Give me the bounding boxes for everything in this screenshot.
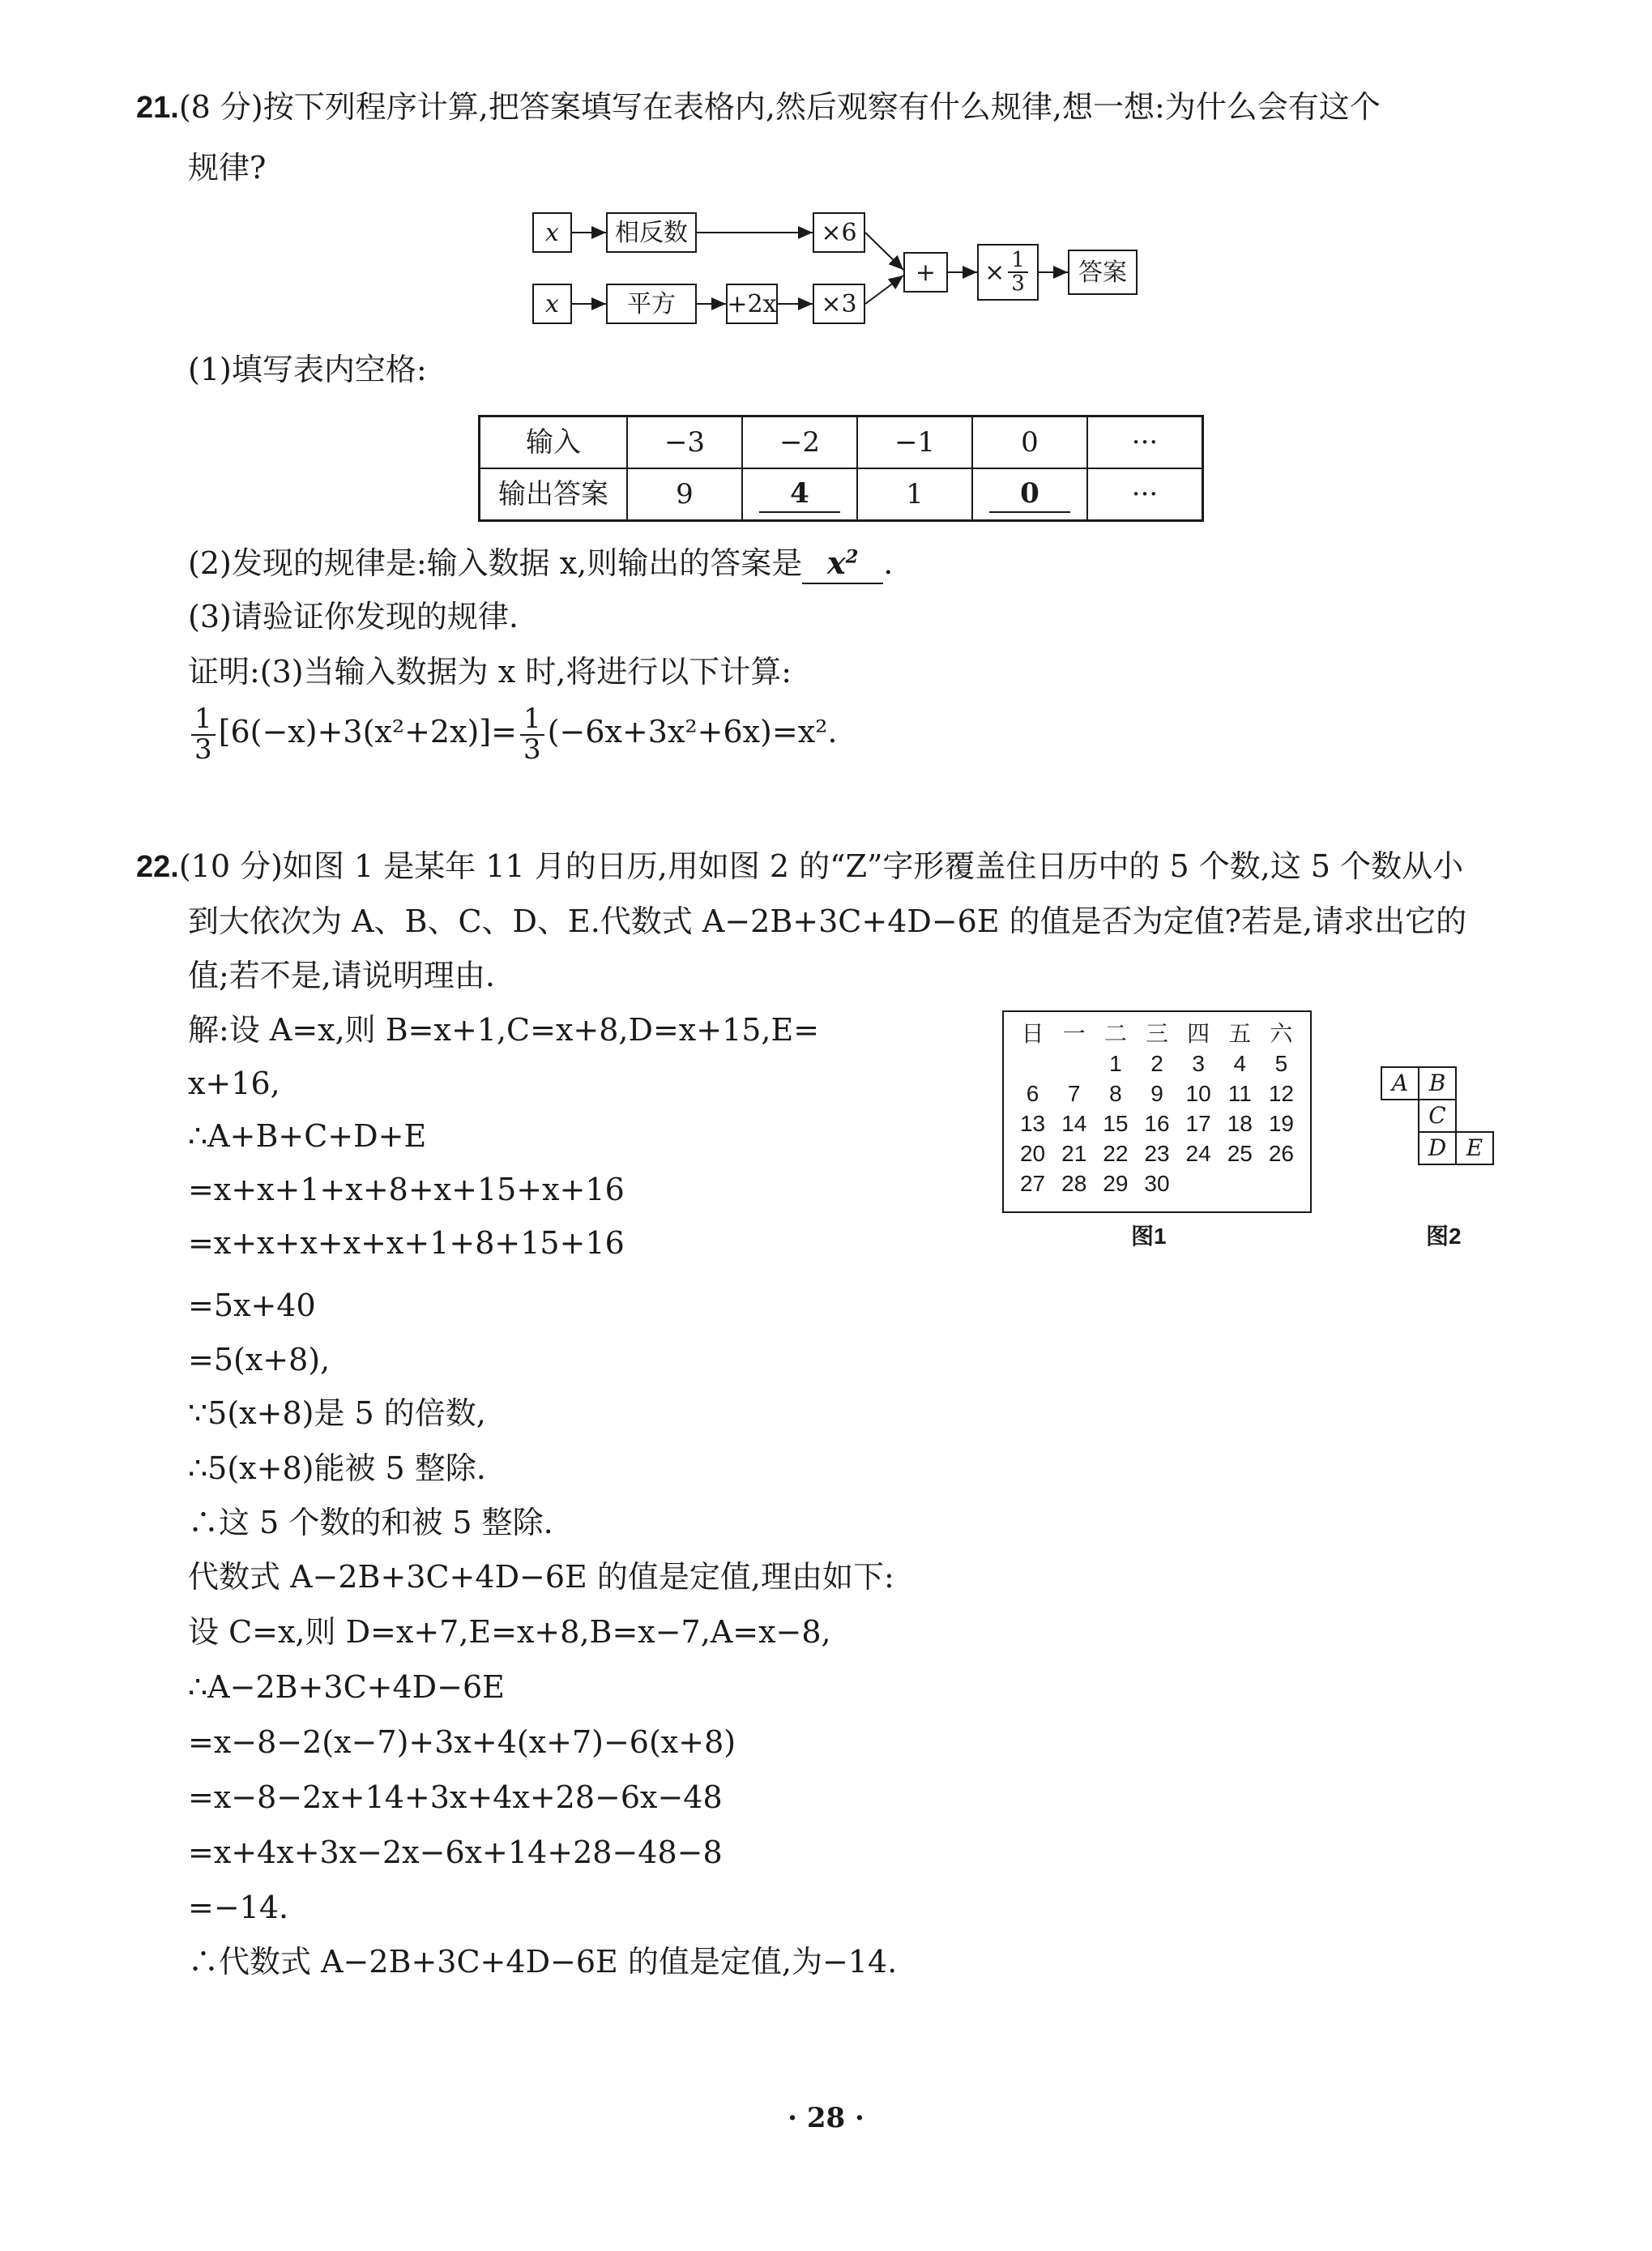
flow-fraction: $\frac{1}{3}$ xyxy=(1008,250,1028,296)
table-cell: −3 xyxy=(627,416,742,469)
flow-input-x-top: x xyxy=(532,212,572,253)
calendar-day: 29 xyxy=(1103,1171,1129,1196)
q22-solution-line: =5x+40 xyxy=(188,1288,316,1323)
table-cell: ··· xyxy=(1087,468,1203,521)
calendar-weekday: 日 xyxy=(1021,1021,1044,1046)
table-cell: ··· xyxy=(1087,416,1203,469)
calendar-day: 23 xyxy=(1144,1141,1170,1166)
q21-part2-answer: $x^2$ xyxy=(802,543,883,584)
calendar-day: 8 xyxy=(1109,1081,1122,1106)
calendar-day: 20 xyxy=(1019,1141,1046,1166)
table-cell: 输入 xyxy=(480,416,628,469)
calendar-weekday: 四 xyxy=(1187,1021,1210,1046)
q22-solution-line: ∵5(x+8)是 5 的倍数, xyxy=(188,1395,486,1431)
figure2-caption: 图2 xyxy=(1426,1224,1462,1249)
table-cell: 9 xyxy=(627,468,742,521)
calendar-day xyxy=(1178,1168,1219,1198)
q22-solution-line: =5(x+8), xyxy=(188,1342,331,1378)
q21-proof-intro: 证明:(3)当输入数据为 x 时,将进行以下计算: xyxy=(188,654,792,690)
calendar-day: 1 xyxy=(1109,1051,1122,1076)
q22-solution-line: =x+x+x+x+x+1+8+15+16 xyxy=(188,1225,625,1261)
calendar-day: 26 xyxy=(1268,1141,1294,1166)
table-cell-answer: 0 xyxy=(972,468,1087,521)
calendar-day: 4 xyxy=(1233,1051,1247,1076)
q21-number: 21. xyxy=(136,91,179,125)
calendar-day: 2 xyxy=(1150,1051,1163,1076)
calendar-weekday: 二 xyxy=(1103,1021,1127,1046)
calendar-weekday: 一 xyxy=(1062,1021,1086,1046)
q22-solution-line: x+16, xyxy=(188,1066,280,1101)
q21-part1: (1)填写表内空格: xyxy=(188,352,427,387)
q22-solution-line: ∴A−2B+3C+4D−6E xyxy=(188,1669,505,1705)
calendar-weekday: 五 xyxy=(1228,1021,1252,1046)
flow-times-6: ×6 xyxy=(813,212,865,253)
calendar-day: 15 xyxy=(1103,1111,1129,1136)
q22-solution-line: =x−8−2(x−7)+3x+4(x+7)−6(x+8) xyxy=(188,1724,736,1760)
calendar-day xyxy=(1219,1168,1261,1198)
flow-plus-2x: +2x xyxy=(726,284,778,324)
flow-plus: + xyxy=(903,252,948,293)
q22-solution-line: 解:设 A=x,则 B=x+1,C=x+8,D=x+15,E= xyxy=(188,1012,820,1048)
calendar-day xyxy=(1261,1168,1302,1198)
calendar-day: 24 xyxy=(1185,1141,1211,1166)
q22-solution-line: ∴代数式 A−2B+3C+4D−6E 的值是定值,为−14. xyxy=(188,1944,898,1980)
flow-times-3: ×3 xyxy=(813,284,865,324)
calendar-day: 30 xyxy=(1144,1171,1170,1196)
calendar-day: 7 xyxy=(1067,1081,1081,1106)
calendar-day: 14 xyxy=(1061,1111,1087,1136)
q21-table xyxy=(478,415,1204,522)
calendar-day: 21 xyxy=(1061,1141,1087,1166)
z-cell-c: C xyxy=(1418,1099,1457,1133)
q22-solution-line: =−14. xyxy=(188,1890,289,1925)
q21-stem-line1: 21.(8 分)按下列程序计算,把答案填写在表格内,然后观察有什么规律,想一想:为什么会有这个 xyxy=(136,89,1381,125)
q22-solution-line: ∴这 5 个数的和被 5 整除. xyxy=(188,1505,553,1540)
table-cell: 0 xyxy=(972,416,1087,469)
flow-answer: 答案 xyxy=(1068,250,1138,295)
calendar-day: 12 xyxy=(1268,1081,1294,1106)
calendar-day xyxy=(1012,1049,1053,1079)
calendar-grid xyxy=(1012,1019,1302,1198)
table-cell: 1 xyxy=(857,468,972,521)
table-cell: 输出答案 xyxy=(480,468,628,521)
calendar-day: 10 xyxy=(1185,1081,1211,1106)
q22-solution-line: 代数式 A−2B+3C+4D−6E 的值是定值,理由如下: xyxy=(188,1559,894,1595)
z-cell-a: A xyxy=(1381,1066,1419,1100)
calendar-weekday: 三 xyxy=(1145,1021,1168,1046)
z-cell-d: D xyxy=(1418,1131,1457,1165)
q22-solution-line: 设 C=x,则 D=x+7,E=x+8,B=x−7,A=x−8, xyxy=(188,1614,831,1650)
q22-solution-line: =x+4x+3x−2x−6x+14+28−48−8 xyxy=(188,1835,723,1870)
calendar-day xyxy=(1053,1049,1095,1079)
table-row xyxy=(480,416,1203,469)
calendar-day: 25 xyxy=(1227,1141,1253,1166)
page-number: · 28 · xyxy=(788,2102,864,2134)
flow-times-one-third: × $\frac{1}{3}$ xyxy=(977,244,1039,301)
z-cell-b: B xyxy=(1418,1066,1457,1100)
calendar-day: 9 xyxy=(1150,1081,1163,1106)
table-cell: −1 xyxy=(857,416,972,469)
calendar-day: 17 xyxy=(1185,1111,1211,1136)
q21-part3: (3)请验证你发现的规律. xyxy=(188,599,519,634)
calendar-day: 28 xyxy=(1061,1171,1087,1196)
calendar-day: 18 xyxy=(1227,1111,1253,1136)
q22-number: 22. xyxy=(136,850,179,884)
calendar-day: 16 xyxy=(1144,1111,1170,1136)
table-cell: −2 xyxy=(742,416,857,469)
q21-part2: (2)发现的规律是:输入数据 x,则输出的答案是 $x^2$ . xyxy=(188,543,893,584)
calendar-day: 22 xyxy=(1103,1141,1129,1166)
calendar-day: 3 xyxy=(1192,1051,1205,1076)
table-cell-answer: 4 xyxy=(742,468,857,521)
q22-stem-line3: 值;若不是,请说明理由. xyxy=(188,958,495,993)
calendar-day: 27 xyxy=(1019,1171,1046,1196)
calendar-day: 19 xyxy=(1268,1111,1294,1136)
calendar-figure xyxy=(1002,1010,1312,1213)
q21-proof-equation: $\frac{1}{3}$ [6(−x)+3(x²+2x)]= $\frac{1}{3}$ (−6x+3x²+6x)=x². xyxy=(188,705,837,764)
calendar-weekday: 六 xyxy=(1270,1021,1293,1046)
flow-opposite-number: 相反数 xyxy=(606,212,697,253)
q21-stem-line2: 规律? xyxy=(188,150,267,186)
flow-input-x-bottom: x xyxy=(532,284,572,324)
q22-solution-line: ∴5(x+8)能被 5 整除. xyxy=(188,1450,486,1486)
calendar-day: 11 xyxy=(1227,1081,1252,1106)
q22-stem-line1: 22.(10 分)如图 1 是某年 11 月的日历,用如图 2 的“Z”字形覆盖住日历中的 5 个数,这 5 个数从小 xyxy=(136,848,1464,884)
flow-square: 平方 xyxy=(606,284,697,324)
calendar-day: 6 xyxy=(1026,1081,1039,1106)
q22-stem-line2: 到大依次为 A、B、C、D、E.代数式 A−2B+3C+4D−6E 的值是否为定值?若是,请求出它的 xyxy=(188,903,1467,939)
q22-solution-line: ∴A+B+C+D+E xyxy=(188,1118,427,1154)
figure1-caption: 图1 xyxy=(1131,1224,1167,1249)
calendar-day: 5 xyxy=(1274,1051,1288,1076)
q22-solution-line: =x+x+1+x+8+x+15+x+16 xyxy=(188,1172,625,1207)
z-cell-e: E xyxy=(1455,1131,1494,1165)
calendar-day: 13 xyxy=(1019,1111,1046,1136)
q22-solution-line: =x−8−2x+14+3x+4x+28−6x−48 xyxy=(188,1779,723,1815)
table-row xyxy=(480,468,1203,521)
